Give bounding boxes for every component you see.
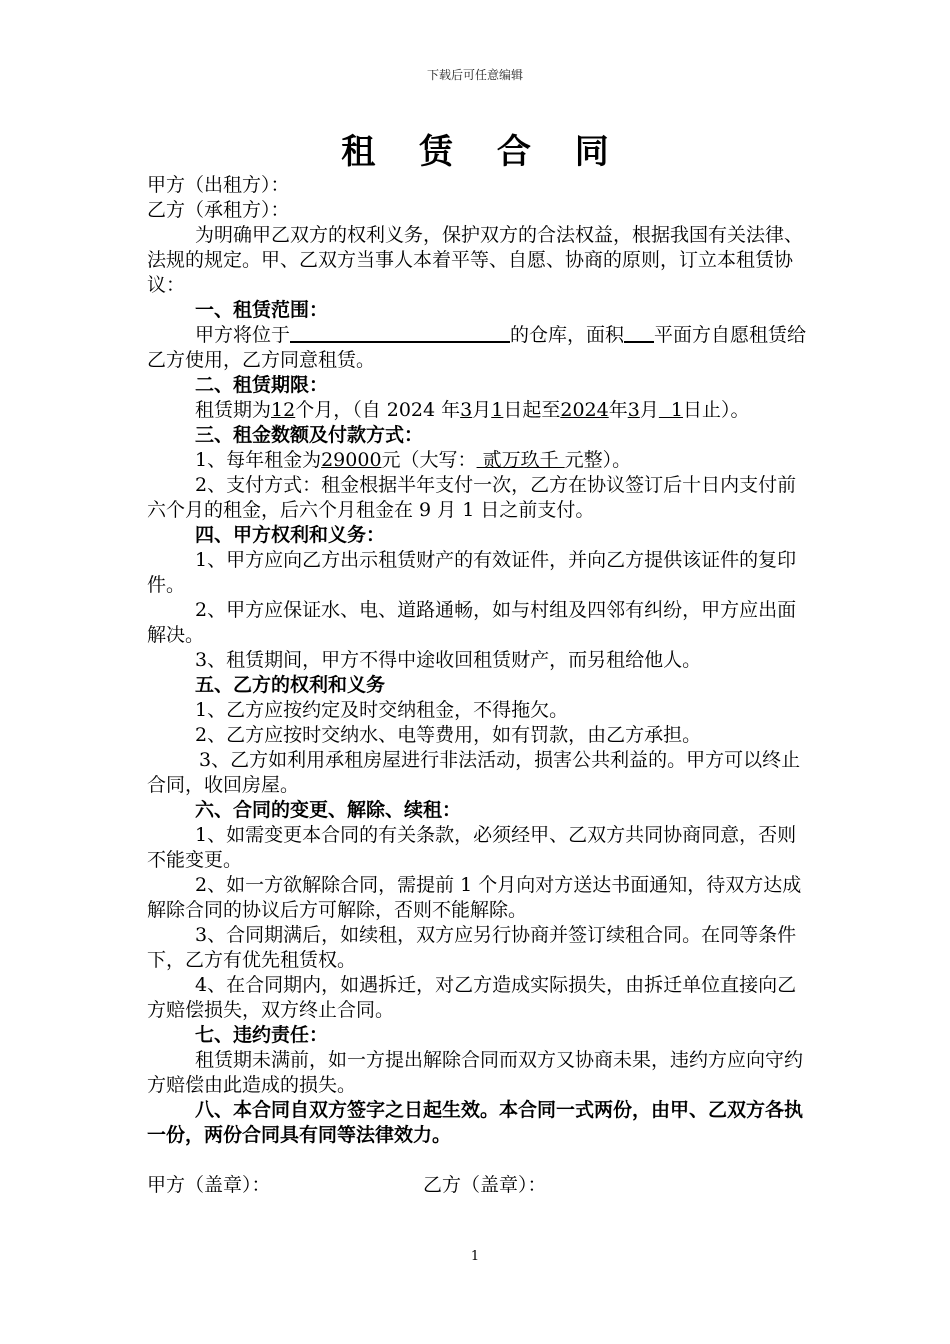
lease-months: 12 <box>271 399 296 421</box>
start-day: 1 <box>491 399 504 421</box>
page-number: 1 <box>470 1249 480 1264</box>
section-8-clause: 八、本合同自双方签字之日起生效。本合同一式两份，由甲、乙双方各执一份，两份合同具有同等法律效力。 <box>147 1099 804 1146</box>
section-6-item-1: 1、如需变更本合同的有关条款，必须经甲、乙双方共同协商同意，否则不能变更。 <box>147 824 797 871</box>
end-month: 3 <box>627 399 640 421</box>
party-b-seal: 乙方（盖章）： <box>423 1174 547 1196</box>
s1-text-a: 甲方将位于 <box>195 324 291 346</box>
signature-line <box>147 1173 807 1198</box>
section-5-item-1: 1、乙方应按约定及时交纳租金，不得拖欠。 <box>195 699 569 721</box>
rent-amount-words: 贰万玖千 <box>476 449 565 471</box>
document-title: 租 赁 合 同 <box>341 132 625 172</box>
s3-text-a: 1、每年租金为 <box>195 449 322 471</box>
s2-text-c: 月 <box>472 399 492 421</box>
section-6-heading: 六、合同的变更、解除、续租： <box>195 799 462 821</box>
rent-amount: 29000 <box>321 449 382 471</box>
end-day: 1 <box>658 399 684 421</box>
section-1-text <box>147 323 807 373</box>
section-3-item-1 <box>147 448 807 473</box>
s2-text-d: 日起至 <box>503 399 561 421</box>
s2-text-a: 租赁期为 <box>195 399 272 421</box>
section-6-item-2: 2、如一方欲解除合同，需提前 1 个月向对方送达书面通知，待双方达成解除合同的协议后方可解除，否则不能解除。 <box>147 874 802 921</box>
section-4-item-1: 1、甲方应向乙方出示租赁财产的有效证件，并向乙方提供该证件的复印件。 <box>147 549 797 596</box>
section-7-item-1: 租赁期未满前，如一方提出解除合同而双方又协商未果，违约方应向守约方赔偿由此造成的损失。 <box>147 1049 804 1096</box>
party-b-line: 乙方（承租方）： <box>147 199 290 221</box>
intro-paragraph: 为明确甲乙双方的权利义务，保护双方的合法权益，根据我国有关法律、法规的规定。甲、乙双方当事人本着平等、自愿、协商的原则，订立本租赁协议： <box>147 224 804 296</box>
s2-text-g: 日止）。 <box>683 399 750 421</box>
section-5-heading: 五、乙方的权利和义务 <box>195 674 386 696</box>
section-6-item-3: 3、合同期满后，如续租，双方应另行协商并签订续租合同。在同等条件下，乙方有优先租赁权。 <box>147 924 797 971</box>
section-5-item-3: 3、乙方如利用承租房屋进行非法活动，损害公共利益的。甲方可以终止合同，收回房屋。 <box>147 749 801 796</box>
start-month: 3 <box>460 399 473 421</box>
party-a-seal: 甲方（盖章）： <box>147 1174 271 1196</box>
area-blank <box>624 323 654 343</box>
party-a-line: 甲方（出租方）： <box>147 174 290 196</box>
s1-text-b: 的仓库，面积 <box>510 324 625 346</box>
section-4-heading: 四、甲方权利和义务： <box>195 524 386 546</box>
s2-text-f: 月 <box>639 399 659 421</box>
section-7-heading: 七、违约责任： <box>195 1024 329 1046</box>
section-4-item-3: 3、租赁期间，甲方不得中途收回租赁财产，而另租给他人。 <box>195 649 702 671</box>
section-2-text <box>147 398 807 423</box>
section-3-item-2: 2、支付方式：租金根据半年支付一次，乙方在协议签订后十日内支付前六个月的租金，后六个月租金在 9 月 1 日之前支付。 <box>147 474 797 521</box>
section-6-item-4: 4、在合同期内，如遇拆迁，对乙方造成实际损失，由拆迁单位直接向乙方赔偿损失，双方终止合同。 <box>147 974 797 1021</box>
location-blank <box>290 323 510 343</box>
s2-text-e: 年 <box>608 399 628 421</box>
s3-text-b: 元（大写： <box>381 449 477 471</box>
end-year: 2024 <box>560 399 609 421</box>
section-5-item-2: 2、乙方应按时交纳水、电等费用，如有罚款，由乙方承担。 <box>195 724 702 746</box>
s2-text-b: 个月，（自 2024 年 <box>295 399 461 421</box>
s3-text-c: 元整）。 <box>564 449 632 471</box>
section-4-item-2: 2、甲方应保证水、电、道路通畅，如与村组及四邻有纠纷，甲方应出面解决。 <box>147 599 797 646</box>
header-note: 下载后可任意编辑 <box>426 68 523 82</box>
section-2-heading: 二、租赁期限： <box>195 374 329 396</box>
s1-text-c: 平面方自愿租赁给乙方使用，乙方同意租赁。 <box>147 324 807 371</box>
section-3-heading: 三、租金数额及付款方式： <box>195 424 424 446</box>
contract-body <box>147 173 807 1198</box>
section-1-heading: 一、租赁范围： <box>195 299 329 321</box>
